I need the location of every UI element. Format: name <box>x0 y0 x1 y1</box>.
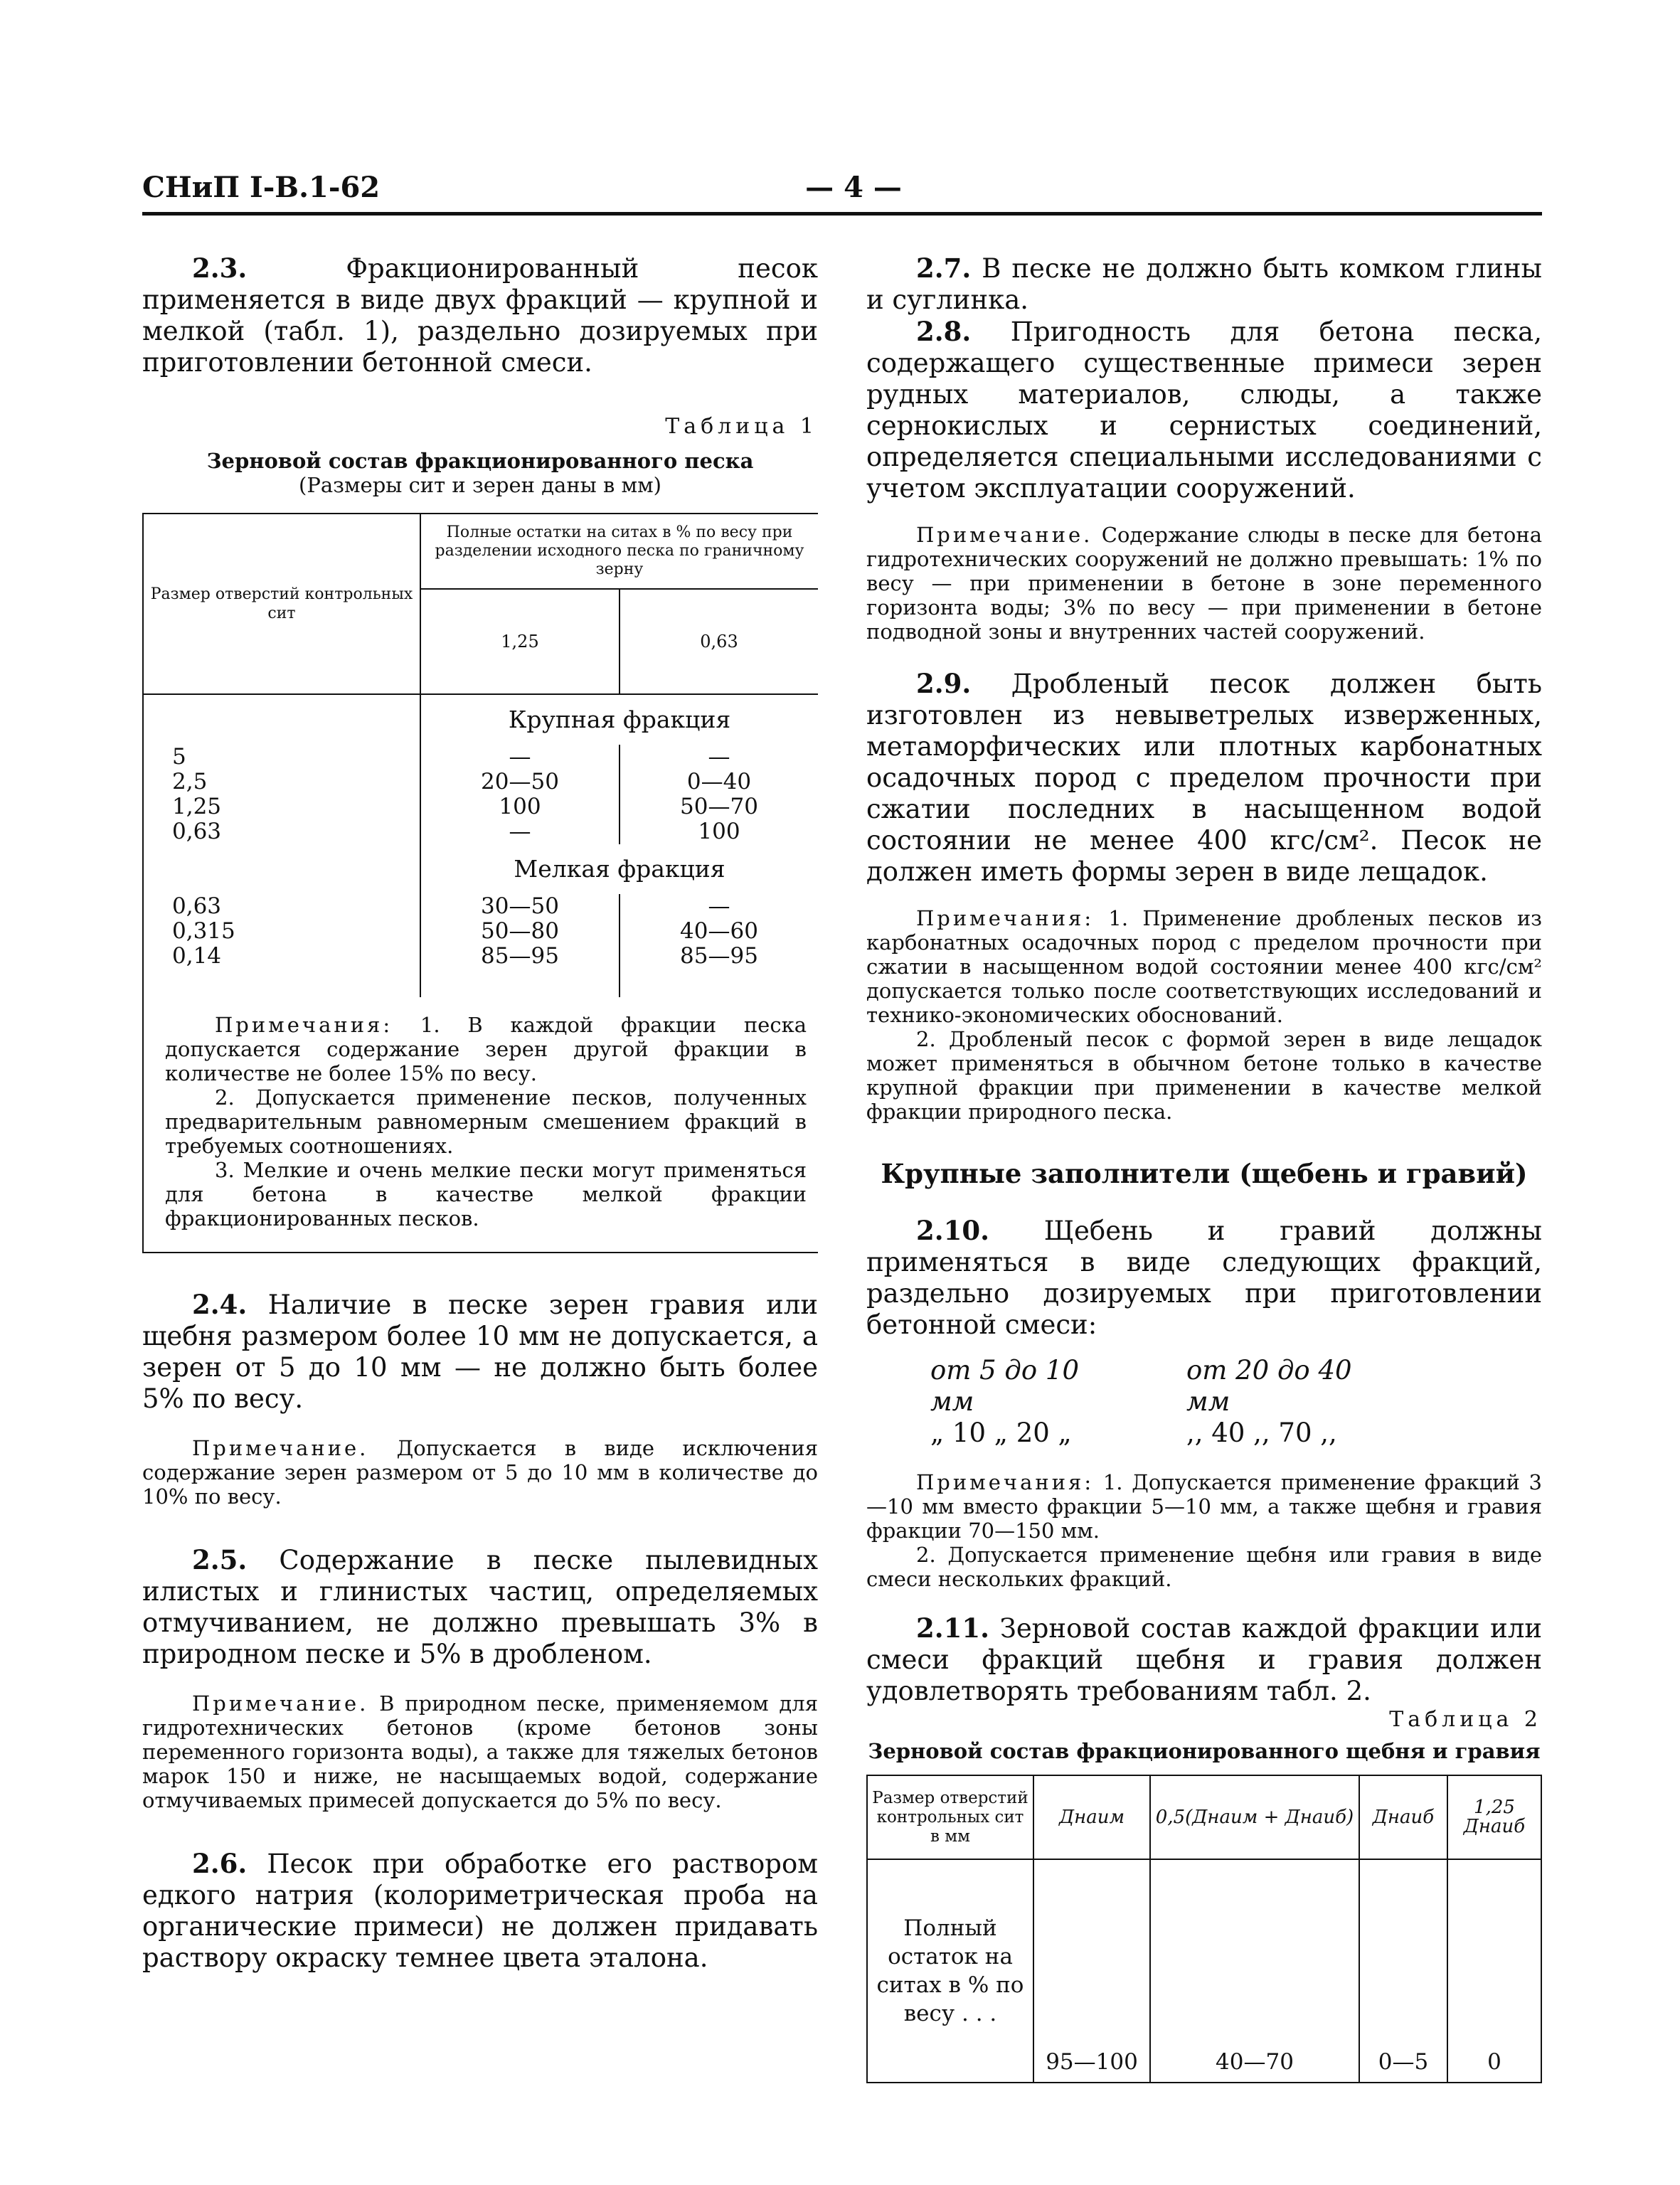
table-2-cell: 0 <box>1447 1859 1541 2083</box>
table-1-cell: — <box>509 819 531 844</box>
note-2-5: Примечание. В природном песке, применяемом для гидротехнических бетонов (кроме бетонов зоны переменного горизонта воды), а также для тяжелых бетонов марок 150 и ниже, не насыщаемых водой, содержание отмучиваемых примесей допускается до 5% по весу. <box>142 1691 818 1812</box>
table-1-note-3: 3. Мелкие и очень мелкие пески могут применяться для бетона в качестве мелкой фракции фракционированных песков. <box>165 1158 807 1230</box>
table-1-sizes: 5 2,5 1,25 0,63 0,63 0,315 0,14 <box>172 744 235 969</box>
table-1-cell: — <box>509 744 531 770</box>
document-code: СНиП I-B.1-62 <box>142 171 381 204</box>
table-1-note-2: 2. Допускается применение песков, полученных предварительным равномерным смешением фракций в требуемых соотношениях. <box>165 1085 807 1158</box>
table-2-number: Таблица 2 <box>1389 1707 1542 1732</box>
table-1-cell: 100 <box>499 794 541 819</box>
table-1-col-sieve: Размер отверстий контрольных сит <box>150 585 413 622</box>
table-1-body <box>144 695 818 997</box>
table-1-cell: 50—80 <box>481 918 559 944</box>
table-1-cell: 100 <box>698 819 740 844</box>
table-1-subcol-2: 0,63 <box>619 590 818 693</box>
table-1-title: Зерновой состав фракционированного песка <box>206 449 754 473</box>
paragraph-2-3: 2.3. Фракционированный песок применяется в виде двух фракций — крупной и мелкой (табл. 1), раздельно дозируемых при приготовлении бетонной смеси. <box>142 252 818 378</box>
table-1-number: Таблица 1 <box>665 414 818 439</box>
note-2-9-2: 2. Дробленый песок с формой зерен в виде лещадок может применяться в обычном бетоне только в качестве крупной фракции при применении в качестве мелкой фракции природного песка. <box>866 1027 1542 1124</box>
table-1-cell: 0—40 <box>686 769 752 794</box>
table-2-cell: 40—70 <box>1150 1859 1359 2083</box>
table-1-cell: 40—60 <box>680 918 758 944</box>
table-1-cell: 85—95 <box>481 943 559 969</box>
note-2-8: Примечание. Содержание слюды в песке для бетона гидротехнических сооружений не должно превышать: 1% по весу — при применении в бетоне в зоне переменного горизонта воды; 3% по весу — при применении в бетоне подводной зоны и внутренних частей сооружений. <box>866 523 1542 644</box>
table-1-cell: 30—50 <box>481 893 559 919</box>
table-2-cell: 95—100 <box>1033 1859 1150 2083</box>
header-rule <box>142 212 1542 216</box>
fractions-row <box>866 1418 1542 1449</box>
table-1-header <box>144 514 818 695</box>
page-number: — 4 — <box>805 171 902 204</box>
note-2-10-2: 2. Допускается применение щебня или гравия в виде смеси нескольких фракций. <box>866 1543 1542 1591</box>
paragraph-2-6: 2.6. Песок при обработке его раствором едкого натрия (колориметрическая проба на органические примеси) не должен придавать раствору окраску темнее цвета эталона. <box>142 1848 818 1973</box>
table-1-notes <box>144 997 818 1252</box>
paragraph-2-7: 2.7. В песке не должно быть комком глины и суглинка. <box>866 252 1542 315</box>
table-1-subcol-1: 1,25 <box>501 632 539 652</box>
note-2-4: Примечание. Допускается в виде исключения содержание зерен размером от 5 до 10 мм в количестве до 10% по весу. <box>142 1436 818 1509</box>
paragraph-2-10: 2.10. Щебень и гравий должны применяться в виде следующих фракций, раздельно дозируемых при приготовлении бетонной смеси: <box>866 1215 1542 1340</box>
table-1-cell: — <box>708 744 730 770</box>
table-2-row-label: Полный остаток на ситах в % по весу . . . <box>867 1859 1033 2083</box>
section-title: Крупные заполнители (щебень и гравий) <box>881 1158 1528 1189</box>
fraction-item: ,, 40 ,, 70 ,, <box>1186 1418 1337 1448</box>
fraction-item: „ 10 „ 20 „ <box>930 1418 1072 1448</box>
paragraph-2-5: 2.5. Содержание в песке пылевидных илистых и глинистых частиц, определяемых отмучиванием, не должно превышать 3% в природном песке и 5% в дробленом. <box>142 1544 818 1669</box>
table-2-title: Зерновой состав фракционированного щебня и гравия <box>868 1739 1541 1763</box>
table-1-values <box>420 695 818 997</box>
table-1-subtitle: (Размеры сит и зерен даны в мм) <box>299 473 661 497</box>
left-column <box>142 252 818 1974</box>
table-2-cell: 0—5 <box>1359 1859 1447 2083</box>
group-title-coarse: Крупная фракция <box>508 706 731 733</box>
table-1-note-1: Примечания: 1. В каждой фракции песка допускается содержание зерен другой фракции в количестве не более 15% по весу. <box>165 1013 807 1085</box>
table-1-cell: — <box>708 893 730 919</box>
table-1-cell: 50—70 <box>680 794 758 819</box>
table-2-header-cell: 1,25 Днаиб <box>1447 1775 1541 1859</box>
table-1 <box>142 513 818 1253</box>
group-title-fine: Мелкая фракция <box>514 855 725 883</box>
note-2-10-1: Примечания: 1. Допускается применение фракций 3—10 мм вместо фракции 5—10 мм, а также щебня и гравия фракции 70—150 мм. <box>866 1470 1542 1543</box>
fraction-item: от 5 до 10 мм <box>930 1355 1079 1417</box>
table-1-cell: 85—95 <box>680 943 758 969</box>
table-2-header-row <box>867 1775 1541 1859</box>
fraction-item: от 20 до 40 мм <box>1186 1355 1352 1417</box>
paragraph-2-8: 2.8. Пригодность для бетона песка, содержащего существенные примеси зерен рудных материалов, слюды, а также сернокислых и сернистых соединений, определяется специальными исследованиями с учетом эксплуатации сооружений. <box>866 316 1542 504</box>
table-2-header-cell: 0,5(Днаим + Днаиб) <box>1150 1775 1359 1859</box>
right-column <box>866 252 1542 2083</box>
table-2-header-cell: Днаим <box>1033 1775 1150 1859</box>
fractions-row <box>866 1355 1542 1418</box>
table-2 <box>866 1775 1542 2083</box>
paragraph-2-9: 2.9. Дробленый песок должен быть изготовлен из невыветрелых изверженных, метаморфических или плотных карбонатных осадочных пород с пределом прочности при сжатии последних в насыщенном водой состоянии не менее 400 кгс/см². Песок не должен иметь формы зерен в виде лещадок. <box>866 668 1542 887</box>
table-1-cell: 20—50 <box>481 769 559 794</box>
paragraph-2-4: 2.4. Наличие в песке зерен гравия или щебня размером более 10 мм не допускается, а зерен от 5 до 10 мм — не должно быть более 5% по весу. <box>142 1289 818 1414</box>
table-2-header-cell: Размер отверстий контрольных сит в мм <box>867 1775 1033 1859</box>
paragraph-2-11: 2.11. Зерновой состав каждой фракции или смеси фракций щебня и гравия должен удовлетворять требованиям табл. 2. <box>866 1612 1542 1706</box>
table-2-row <box>867 1859 1541 2083</box>
note-2-9-1: Примечания: 1. Применение дробленых песков из карбонатных осадочных пород с пределом прочности при сжатии в насыщенном водой состоянии менее 400 кгс/см² допускается только после соответствующих исследований и технико-экономических обоснований. <box>866 906 1542 1027</box>
table-2-header-cell: Днаиб <box>1359 1775 1447 1859</box>
table-1-col-residue: Полные остатки на ситах в % по весу при разделении исходного песка по граничному зерну 1,25 0,63 <box>420 514 818 693</box>
